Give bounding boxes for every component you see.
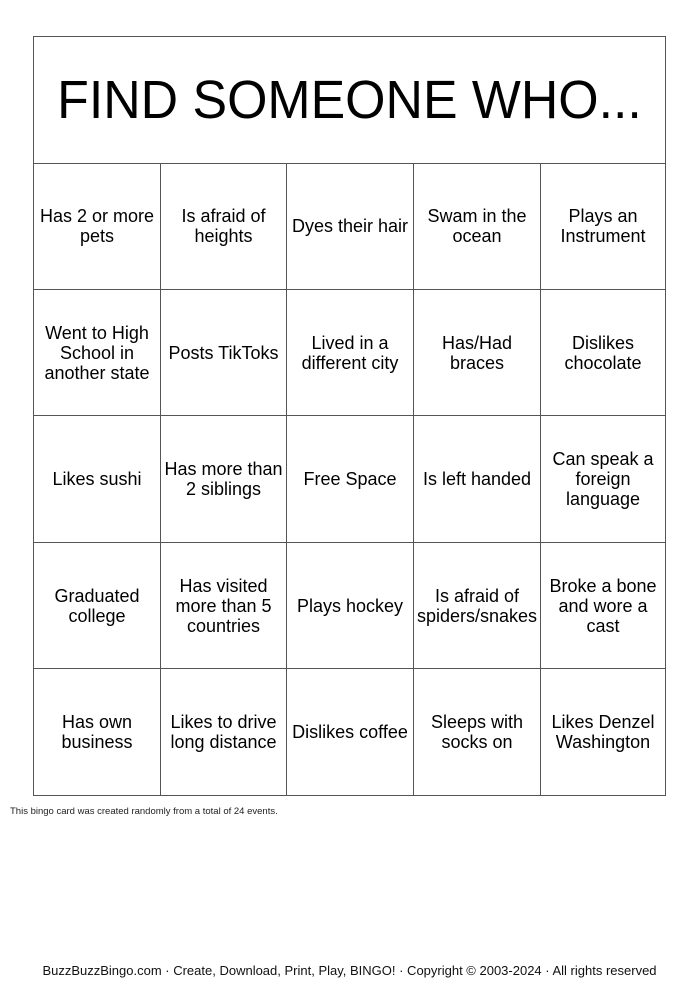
bingo-cell: Went to High School in another state: [34, 290, 161, 416]
card-title: FIND SOMEONE WHO...: [57, 70, 642, 130]
bingo-cell: Graduated college: [34, 543, 161, 669]
bingo-cell: Posts TikToks: [161, 290, 287, 416]
free-space-cell: Free Space: [287, 416, 414, 543]
bingo-cell: Dyes their hair: [287, 163, 414, 290]
bingo-cell: Likes Denzel Washington: [551, 712, 655, 752]
bingo-cell: Has visited more than 5 countries: [161, 543, 287, 669]
bingo-cell: Is left handed: [414, 416, 541, 543]
title-box: [34, 37, 665, 164]
bingo-cell: Plays an Instrument: [541, 163, 665, 290]
bingo-cell: Can speak a foreign language: [541, 416, 665, 543]
bingo-cell: Likes sushi: [34, 416, 161, 543]
bingo-cell: Dislikes coffee: [287, 669, 414, 795]
bingo-cell: Has more than 2 siblings: [161, 416, 287, 543]
bingo-cell: Has own business: [34, 669, 161, 795]
card-note: This bingo card was created randomly from a total of 24 events.: [10, 806, 278, 817]
bingo-grid: [34, 163, 665, 795]
bingo-card: [33, 36, 666, 796]
bingo-cell: Likes to drive long distance: [161, 669, 287, 795]
bingo-cell: Broke a bone and wore a cast: [541, 543, 665, 669]
bingo-cell: Plays hockey: [287, 543, 414, 669]
bingo-cell: Swam in the ocean: [414, 163, 541, 290]
bingo-cell: Is afraid of heights: [161, 163, 287, 290]
bingo-cell: Has/Had braces: [414, 290, 541, 416]
bingo-cell: Is afraid of spiders/snakes: [414, 543, 541, 669]
bingo-cell: Has 2 or more pets: [34, 163, 161, 290]
bingo-cell: Sleeps with socks on: [414, 669, 541, 795]
bingo-cell: Dislikes chocolate: [541, 290, 665, 416]
bingo-cell: Lived in a different city: [287, 290, 414, 416]
footer-text: BuzzBuzzBingo.com · Create, Download, Print, Play, BINGO! · Copyright © 2003-2024 · All rights reserved: [42, 963, 657, 978]
